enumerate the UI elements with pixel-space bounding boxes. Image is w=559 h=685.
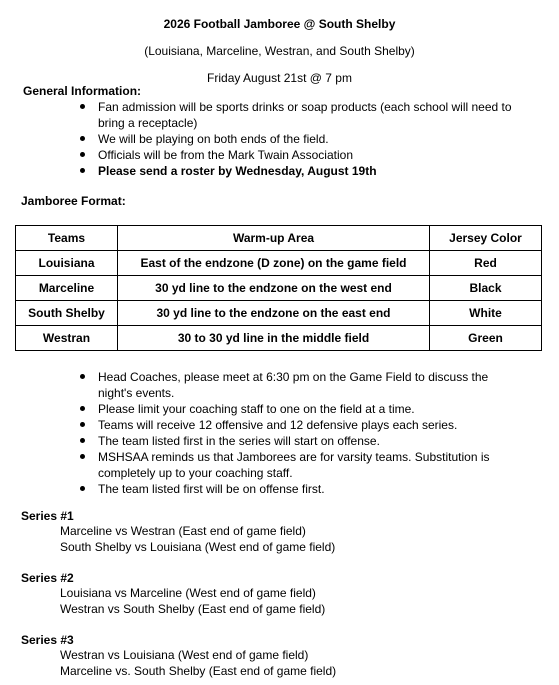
- list-item: The team listed first in the series will start on offense.: [78, 433, 523, 449]
- table-row: [16, 276, 542, 301]
- general-info-heading: General Information:: [23, 84, 142, 98]
- jamboree-format-heading: Jamboree Format:: [21, 194, 126, 208]
- jamboree-format-table: [15, 225, 542, 351]
- notes-list: [78, 369, 523, 497]
- series-1-title: Series #1: [21, 509, 74, 523]
- list-item: The team listed first will be on offense first.: [78, 481, 523, 497]
- table-row: [16, 251, 542, 276]
- team-cell: Westran: [16, 326, 118, 351]
- table-row: [16, 301, 542, 326]
- list-item: Please send a roster by Wednesday, August 19th: [78, 163, 518, 179]
- series-1-game-1: Marceline vs Westran (East end of game field): [60, 524, 306, 538]
- team-cell: South Shelby: [16, 301, 118, 326]
- column-header: Teams: [16, 226, 118, 251]
- warmup-cell: 30 yd line to the endzone on the west end: [118, 276, 430, 301]
- schools-subtitle: (Louisiana, Marceline, Westran, and South Shelby): [144, 44, 415, 58]
- warmup-cell: 30 to 30 yd line in the middle field: [118, 326, 430, 351]
- general-info-list: [78, 99, 518, 179]
- column-header: Warm-up Area: [118, 226, 430, 251]
- series-2-title: Series #2: [21, 571, 74, 585]
- table-row: [16, 326, 542, 351]
- event-date: Friday August 21st @ 7 pm: [207, 71, 352, 85]
- team-cell: Louisiana: [16, 251, 118, 276]
- list-item: MSHSAA reminds us that Jamborees are for varsity teams. Substitution is completely up to your coaching staff.: [78, 449, 523, 481]
- series-3-title: Series #3: [21, 633, 74, 647]
- warmup-cell: 30 yd line to the endzone on the east end: [118, 301, 430, 326]
- list-item: Officials will be from the Mark Twain Association: [78, 147, 518, 163]
- series-3-game-1: Westran vs Louisiana (West end of game field): [60, 648, 309, 662]
- list-item: Please limit your coaching staff to one on the field at a time.: [78, 401, 523, 417]
- jersey-cell: Black: [430, 276, 542, 301]
- team-cell: Marceline: [16, 276, 118, 301]
- series-2-game-1: Louisiana vs Marceline (West end of game field): [60, 586, 316, 600]
- list-item: Head Coaches, please meet at 6:30 pm on the Game Field to discuss the night's events.: [78, 369, 523, 401]
- series-2-game-2: Westran vs South Shelby (East end of game field): [60, 602, 326, 616]
- jersey-cell: Green: [430, 326, 542, 351]
- column-header: Jersey Color: [430, 226, 542, 251]
- table-header-row: [16, 226, 542, 251]
- jersey-cell: Red: [430, 251, 542, 276]
- list-item: Teams will receive 12 offensive and 12 defensive plays each series.: [78, 417, 523, 433]
- list-item: Fan admission will be sports drinks or soap products (each school will need to bring a receptacle): [78, 99, 518, 131]
- series-3-game-2: Marceline vs. South Shelby (East end of game field): [60, 664, 337, 678]
- series-1-game-2: South Shelby vs Louisiana (West end of game field): [60, 540, 336, 554]
- jersey-cell: White: [430, 301, 542, 326]
- warmup-cell: East of the endzone (D zone) on the game field: [118, 251, 430, 276]
- list-item: We will be playing on both ends of the field.: [78, 131, 518, 147]
- page-title: 2026 Football Jamboree @ South Shelby: [163, 17, 396, 31]
